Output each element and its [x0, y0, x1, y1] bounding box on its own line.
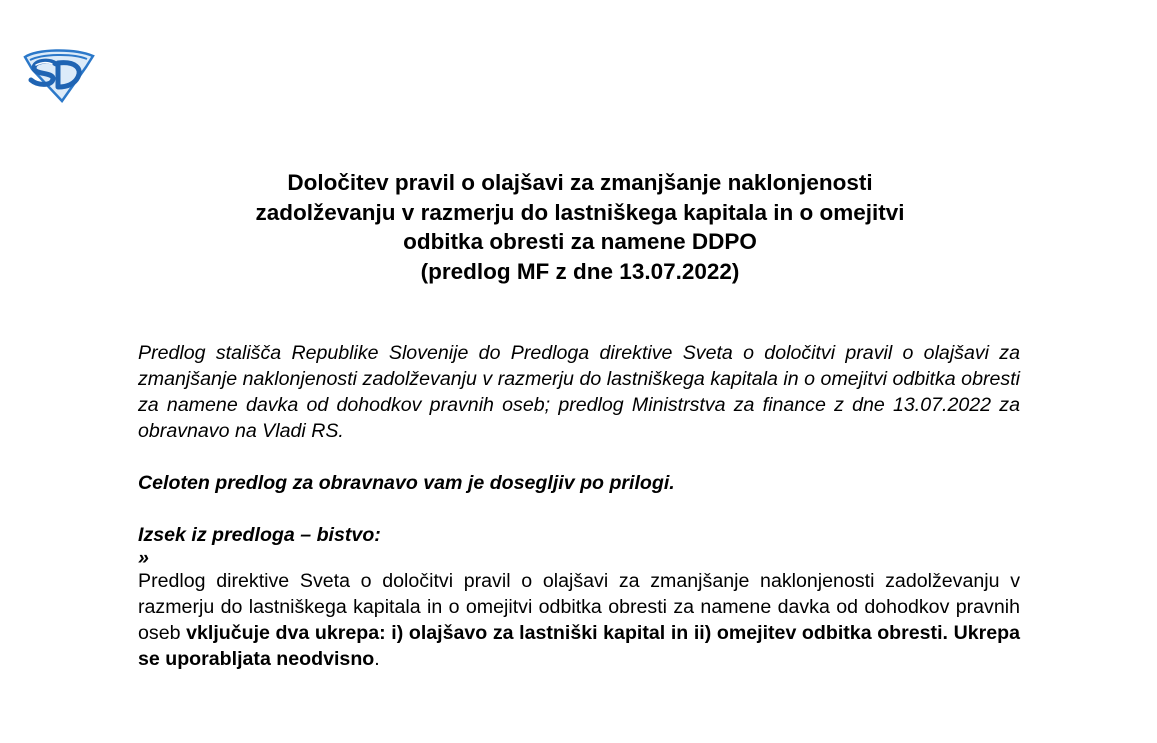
- quote-mark: »: [138, 547, 149, 569]
- intro-paragraph: Predlog stališča Republike Slovenije do Predloga direktive Sveta o določitvi pravil o olajšavi za zmanjšanje naklonjenosti zadolževanju v razmerju do lastniškega kapitala in o omejitvi odbitka obresti za namene davka od dohodkov pravnih oseb; predlog Ministrstva za finance z dne 13.07.2022 za obravnavo na Vladi RS.: [138, 342, 1020, 442]
- excerpt-paragraph: [138, 568, 1020, 672]
- sd-logo-icon: [22, 47, 96, 103]
- excerpt-end: .: [374, 648, 380, 670]
- attachment-note: Celoten predlog za obravnavo vam je dosegljiv po prilogi.: [138, 472, 675, 494]
- title-line-3: odbitka obresti za namene DDPO: [403, 229, 757, 254]
- document-title: [150, 168, 1010, 286]
- excerpt-key-measures: vključuje dva ukrepa: i) olajšavo za lastniški kapital in ii) omejitev odbitka obresti. Ukrepa se uporabljata neodvisno: [138, 622, 1021, 670]
- excerpt-heading: Izsek iz predloga – bistvo:: [138, 524, 381, 546]
- excerpt-text: Predlog direktive Sveta o določitvi pravil o olajšavi za zmanjšanje naklonjenosti zadolževanju v razmerju do lastniškega kapitala in o omejitvi odbitka obresti za namene davka od dohodkov pravnih oseb: [138, 570, 1020, 644]
- document-body: [138, 340, 1020, 672]
- title-line-1: Določitev pravil o olajšavi za zmanjšanje naklonjenosti: [287, 170, 873, 195]
- title-line-2: zadolževanju v razmerju do lastniškega kapitala in o omejitvi: [255, 199, 905, 225]
- title-line-4: (predlog MF z dne 13.07.2022): [420, 258, 740, 284]
